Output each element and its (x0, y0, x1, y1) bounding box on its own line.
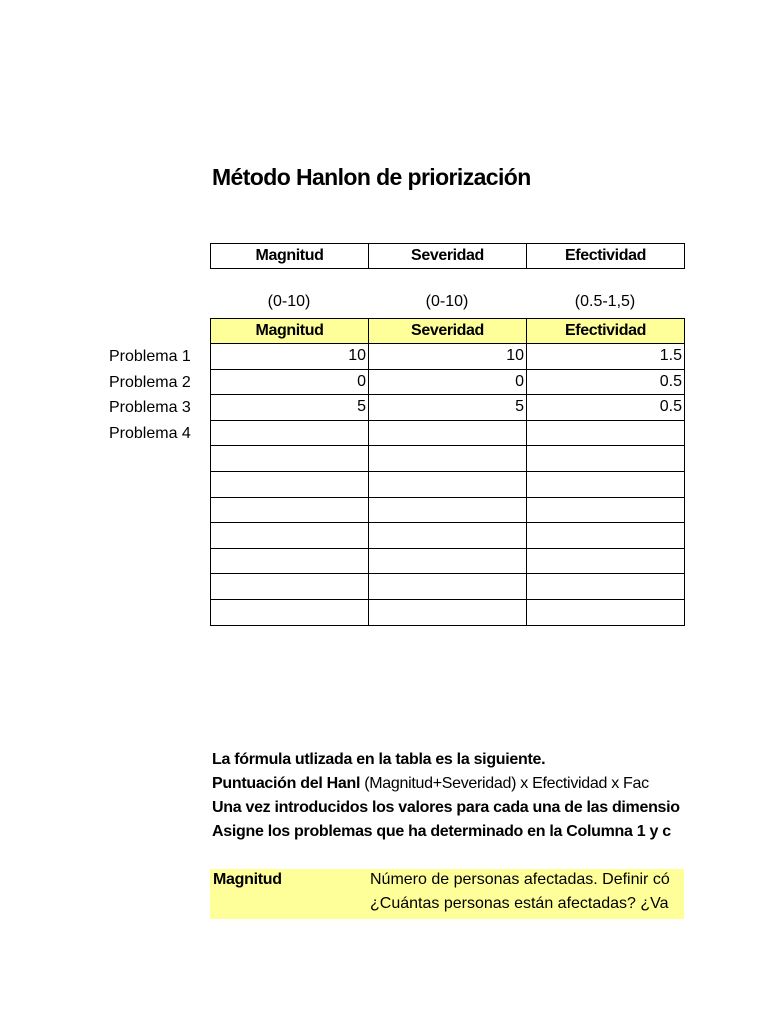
range-row (210, 293, 684, 311)
header-magnitud[interactable]: Magnitud (211, 244, 369, 269)
note-line-1: La fórmula utlizada en la tabla es la siguiente. (212, 751, 546, 768)
table-cell[interactable] (369, 574, 527, 600)
row-label: Problema 3 (109, 399, 191, 416)
table-header-efectividad[interactable]: Efectividad (527, 319, 685, 344)
table-row (211, 446, 685, 472)
table-cell[interactable] (369, 446, 527, 472)
table-cell[interactable]: 10 (369, 344, 527, 370)
header-severidad[interactable]: Severidad (369, 244, 527, 269)
table-cell[interactable] (369, 599, 527, 625)
table-cell[interactable]: 1.5 (527, 344, 685, 370)
table-cell[interactable]: 0.5 (527, 395, 685, 421)
magnitud-definition (210, 869, 684, 919)
table-row (211, 395, 685, 421)
magnitud-definition-line-2: ¿Cuántas personas están afectadas? ¿Va (370, 895, 669, 912)
magnitud-definition-label: Magnitud (213, 871, 282, 888)
table-cell[interactable]: 0 (369, 369, 527, 395)
table-cell[interactable] (211, 548, 369, 574)
table-row (211, 420, 685, 446)
table-cell[interactable] (527, 471, 685, 497)
table-row (211, 523, 685, 549)
table-cell[interactable] (527, 420, 685, 446)
row-label: Problema 1 (109, 348, 191, 365)
table-row (211, 548, 685, 574)
magnitud-definition-line-1: Número de personas afectadas. Definir có (370, 871, 670, 888)
table-cell[interactable] (369, 523, 527, 549)
dimension-header-table (210, 243, 685, 269)
page-title: Método Hanlon de priorización (212, 164, 531, 190)
range-efectividad: (0.5-1,5) (574, 293, 636, 310)
range-magnitud: (0-10) (267, 293, 311, 310)
note-line-2 (212, 772, 684, 796)
table-cell[interactable]: 0 (211, 369, 369, 395)
row-labels (109, 344, 191, 446)
table-cell[interactable] (211, 497, 369, 523)
table-cell[interactable] (527, 599, 685, 625)
table-row (211, 344, 685, 370)
table-row (211, 574, 685, 600)
note-line-4: Asigne los problemas que ha determinado en la Columna 1 y c (212, 823, 671, 840)
table-cell[interactable] (527, 548, 685, 574)
table-cell[interactable]: 5 (211, 395, 369, 421)
scoring-table (210, 318, 685, 626)
table-cell[interactable]: 0.5 (527, 369, 685, 395)
note-line-3: Una vez introducidos los valores para cada una de las dimensio (212, 799, 680, 816)
table-row (211, 471, 685, 497)
table-header-magnitud[interactable]: Magnitud (211, 319, 369, 344)
table-cell[interactable] (369, 548, 527, 574)
note-line-2-formula: (Magnitud+Severidad) x Efectividad x Fac (360, 775, 649, 792)
note-line-2-label: Puntuación del Hanl (212, 775, 361, 792)
table-cell[interactable] (211, 574, 369, 600)
table-cell[interactable]: 5 (369, 395, 527, 421)
header-efectividad[interactable]: Efectividad (527, 244, 685, 269)
formula-notes (212, 748, 684, 844)
table-row (211, 369, 685, 395)
range-severidad: (0-10) (425, 293, 469, 310)
table-cell[interactable] (211, 420, 369, 446)
table-cell[interactable] (369, 497, 527, 523)
table-cell[interactable] (211, 523, 369, 549)
table-row (211, 599, 685, 625)
row-label: Problema 2 (109, 373, 191, 391)
table-cell[interactable] (527, 446, 685, 472)
table-cell[interactable] (527, 574, 685, 600)
table-cell[interactable] (211, 599, 369, 625)
table-cell[interactable] (211, 471, 369, 497)
table-header-severidad[interactable]: Severidad (369, 319, 527, 344)
table-cell[interactable] (369, 471, 527, 497)
table-cell[interactable] (527, 523, 685, 549)
table-cell[interactable] (527, 497, 685, 523)
table-cell[interactable]: 10 (211, 344, 369, 370)
table-row (211, 497, 685, 523)
table-cell[interactable] (369, 420, 527, 446)
row-label: Problema 4 (109, 424, 191, 442)
table-cell[interactable] (211, 446, 369, 472)
